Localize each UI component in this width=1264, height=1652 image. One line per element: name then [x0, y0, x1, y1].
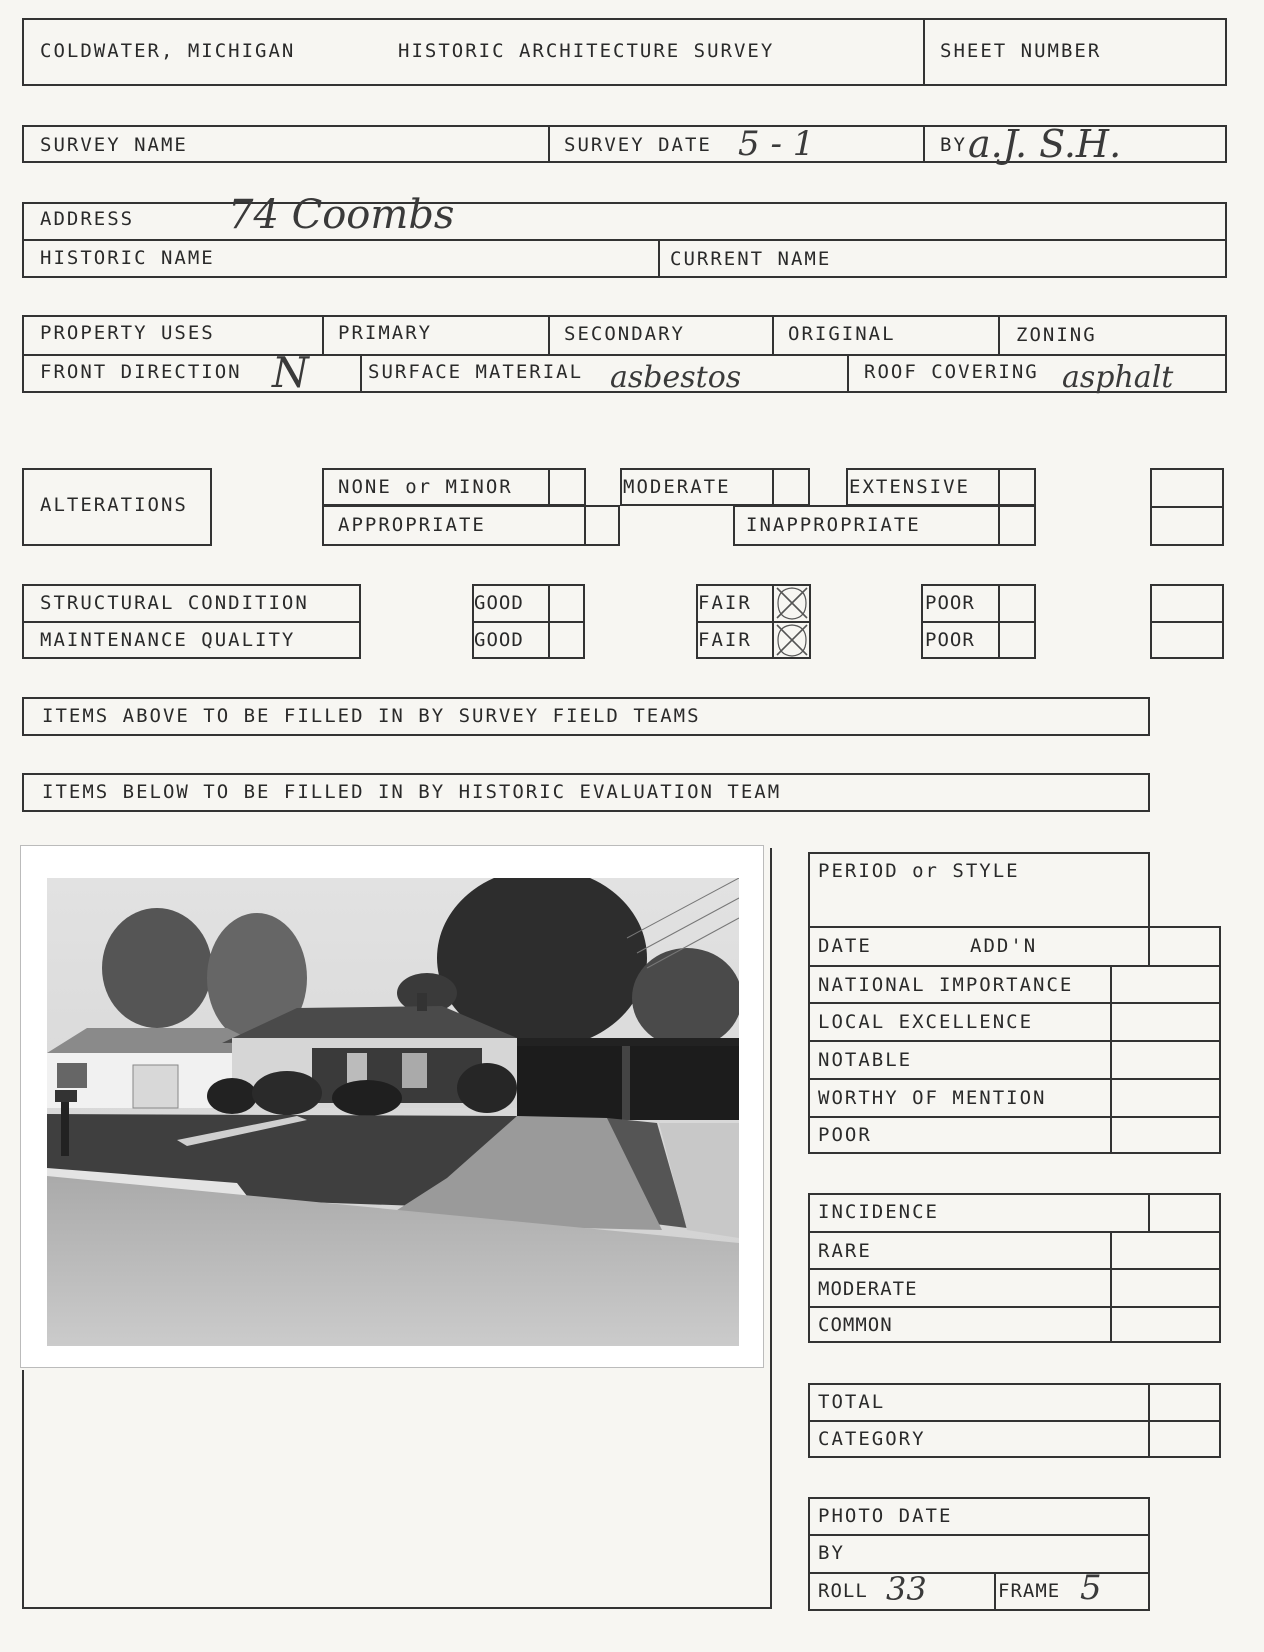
local-excellence-label: LOCAL EXCELLENCE	[818, 1011, 1034, 1033]
eval-poor-label: POOR	[818, 1124, 872, 1146]
surface-material-value: asbestos	[610, 360, 742, 395]
photo-frame-right	[770, 848, 772, 1609]
incidence-label: INCIDENCE	[818, 1201, 939, 1223]
category-label: CATEGORY	[818, 1428, 926, 1450]
photo-frame-bottom	[22, 1607, 772, 1609]
house-photograph	[20, 845, 764, 1368]
secondary-label: SECONDARY	[564, 323, 685, 345]
house-photo-image	[47, 878, 739, 1346]
front-direction-label: FRONT DIRECTION	[40, 361, 242, 383]
sheet-number-label: SHEET NUMBER	[940, 40, 1102, 62]
survey-name-label: SURVEY NAME	[40, 134, 188, 156]
alterations-label: ALTERATIONS	[40, 494, 188, 516]
items-below-note: ITEMS BELOW TO BE FILLED IN BY HISTORIC EVALUATION TEAM	[42, 781, 782, 803]
maintenance-quality-label: MAINTENANCE QUALITY	[40, 629, 296, 651]
photo-by-label: BY	[818, 1542, 845, 1564]
city-label: COLDWATER, MICHIGAN	[40, 40, 296, 62]
roof-covering-value: asphalt	[1062, 360, 1174, 395]
inappropriate-label: INAPPROPRIATE	[746, 514, 921, 536]
alteration-moderate-label: MODERATE	[623, 476, 731, 498]
property-uses-label: PROPERTY USES	[40, 322, 215, 344]
frame-value: 5	[1080, 1568, 1102, 1608]
eval-addn-label: ADD'N	[970, 935, 1038, 957]
frame-label: FRAME	[998, 1580, 1061, 1602]
surface-material-label: SURFACE MATERIAL	[368, 361, 584, 383]
zoning-label: ZONING	[1016, 324, 1097, 346]
rare-label: RARE	[818, 1240, 872, 1262]
original-label: ORIGINAL	[788, 323, 896, 345]
by-value: a.J. S.H.	[968, 122, 1122, 166]
survey-date-value: 5 - 1	[738, 124, 815, 164]
roll-label: ROLL	[818, 1580, 868, 1602]
good-label-structural: GOOD	[474, 592, 524, 614]
fair-label-maintenance: FAIR	[698, 629, 752, 651]
roll-value: 33	[886, 1570, 927, 1608]
total-label: TOTAL	[818, 1391, 886, 1413]
photo-date-label: PHOTO DATE	[818, 1505, 953, 1527]
survey-date-label: SURVEY DATE	[564, 134, 712, 156]
front-direction-value: N	[272, 348, 309, 397]
worthy-of-mention-label: WORTHY OF MENTION	[818, 1087, 1047, 1109]
poor-label-structural: POOR	[925, 592, 975, 614]
none-minor-label: NONE or MINOR	[338, 476, 513, 498]
by-label: BY	[940, 134, 967, 156]
fair-label-structural: FAIR	[698, 592, 752, 614]
good-label-maintenance: GOOD	[474, 629, 524, 651]
national-importance-label: NATIONAL IMPORTANCE	[818, 974, 1074, 996]
incidence-moderate-label: MODERATE	[818, 1278, 918, 1300]
roof-covering-label: ROOF COVERING	[864, 361, 1039, 383]
address-value: 74 Coombs	[228, 192, 455, 238]
structural-fair-check-icon	[774, 585, 810, 621]
primary-label: PRIMARY	[338, 322, 433, 344]
address-label: ADDRESS	[40, 208, 135, 230]
extensive-label: EXTENSIVE	[849, 476, 970, 498]
appropriate-label: APPROPRIATE	[338, 514, 486, 536]
items-above-note: ITEMS ABOVE TO BE FILLED IN BY SURVEY FIELD TEAMS	[42, 705, 701, 727]
poor-label-maintenance: POOR	[925, 629, 975, 651]
structural-condition-label: STRUCTURAL CONDITION	[40, 592, 309, 614]
historic-name-label: HISTORIC NAME	[40, 247, 215, 269]
notable-label: NOTABLE	[818, 1049, 913, 1071]
eval-date-label: DATE	[818, 935, 872, 957]
common-label: COMMON	[818, 1314, 893, 1336]
photo-frame-left	[22, 1370, 24, 1608]
period-style-label: PERIOD or STYLE	[818, 860, 1020, 882]
survey-title: HISTORIC ARCHITECTURE SURVEY	[398, 40, 775, 62]
maintenance-fair-check-icon	[774, 622, 810, 658]
current-name-label: CURRENT NAME	[670, 248, 832, 270]
